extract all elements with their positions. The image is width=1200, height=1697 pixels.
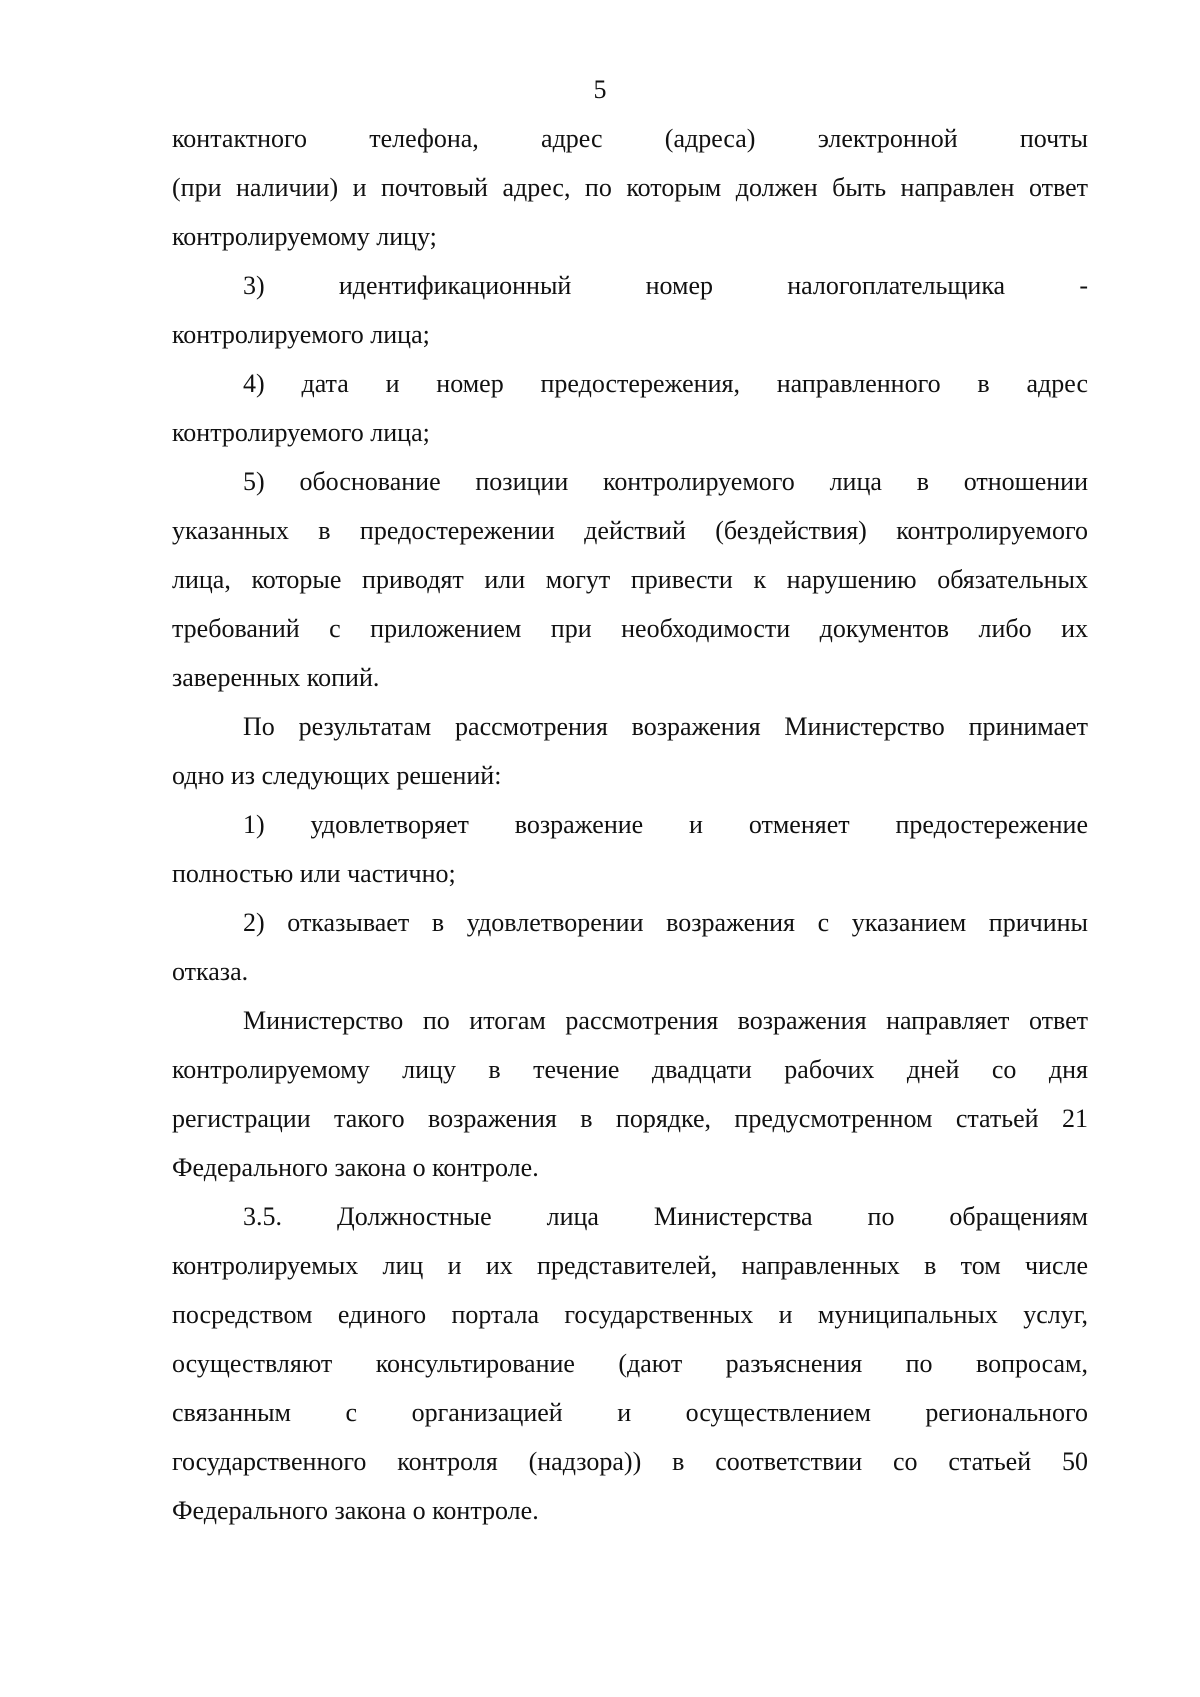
text-line: 5) обоснование позиции контролируемого лица в отношении bbox=[243, 467, 1088, 496]
text-line: 2) отказывает в удовлетворении возражения с указанием причины bbox=[243, 908, 1088, 937]
text-line: лица, которые приводят или могут привести к нарушению обязательных bbox=[172, 565, 1088, 594]
text-line: отказа. bbox=[172, 957, 249, 986]
document-body bbox=[172, 114, 1088, 1535]
text-line: полностью или частично; bbox=[172, 859, 456, 888]
text-line: одно из следующих решений: bbox=[172, 761, 502, 790]
text-line: указанных в предостережении действий (бездействия) контролируемого bbox=[172, 516, 1088, 545]
text-line: требований с приложением при необходимости документов либо их bbox=[172, 614, 1088, 643]
text-line: контролируемому лицу; bbox=[172, 222, 437, 251]
text-line: осуществляют консультирование (дают разъяснения по вопросам, bbox=[172, 1349, 1088, 1378]
text-line: контролируемого лица; bbox=[172, 418, 430, 447]
text-line: посредством единого портала государственных и муниципальных услуг, bbox=[172, 1300, 1088, 1329]
text-line: регистрации такого возражения в порядке, предусмотренном статьей 21 bbox=[172, 1104, 1088, 1133]
text-line: 3.5. Должностные лица Министерства по обращениям bbox=[243, 1202, 1088, 1231]
text-line: контролируемых лиц и их представителей, направленных в том числе bbox=[172, 1251, 1088, 1280]
text-line: По результатам рассмотрения возражения Министерство принимает bbox=[243, 712, 1088, 741]
text-line: (при наличии) и почтовый адрес, по которым должен быть направлен ответ bbox=[172, 173, 1088, 202]
page-number: 5 bbox=[593, 75, 607, 104]
text-line: государственного контроля (надзора)) в соответствии со статьей 50 bbox=[172, 1447, 1088, 1476]
text-line: заверенных копий. bbox=[172, 663, 380, 692]
text-line: контактного телефона, адрес (адреса) электронной почты bbox=[172, 124, 1088, 153]
text-line: Федерального закона о контроле. bbox=[172, 1496, 539, 1525]
text-line: контролируемому лицу в течение двадцати рабочих дней со дня bbox=[172, 1055, 1088, 1084]
text-line: Министерство по итогам рассмотрения возражения направляет ответ bbox=[243, 1006, 1088, 1035]
text-line: Федерального закона о контроле. bbox=[172, 1153, 539, 1182]
text-line: 1) удовлетворяет возражение и отменяет предостережение bbox=[243, 810, 1088, 839]
text-line: 4) дата и номер предостережения, направленного в адрес bbox=[243, 369, 1088, 398]
text-line: 3) идентификационный номер налогоплательщика - bbox=[243, 271, 1088, 300]
text-line: контролируемого лица; bbox=[172, 320, 430, 349]
text-line: связанным с организацией и осуществлением регионального bbox=[172, 1398, 1088, 1427]
